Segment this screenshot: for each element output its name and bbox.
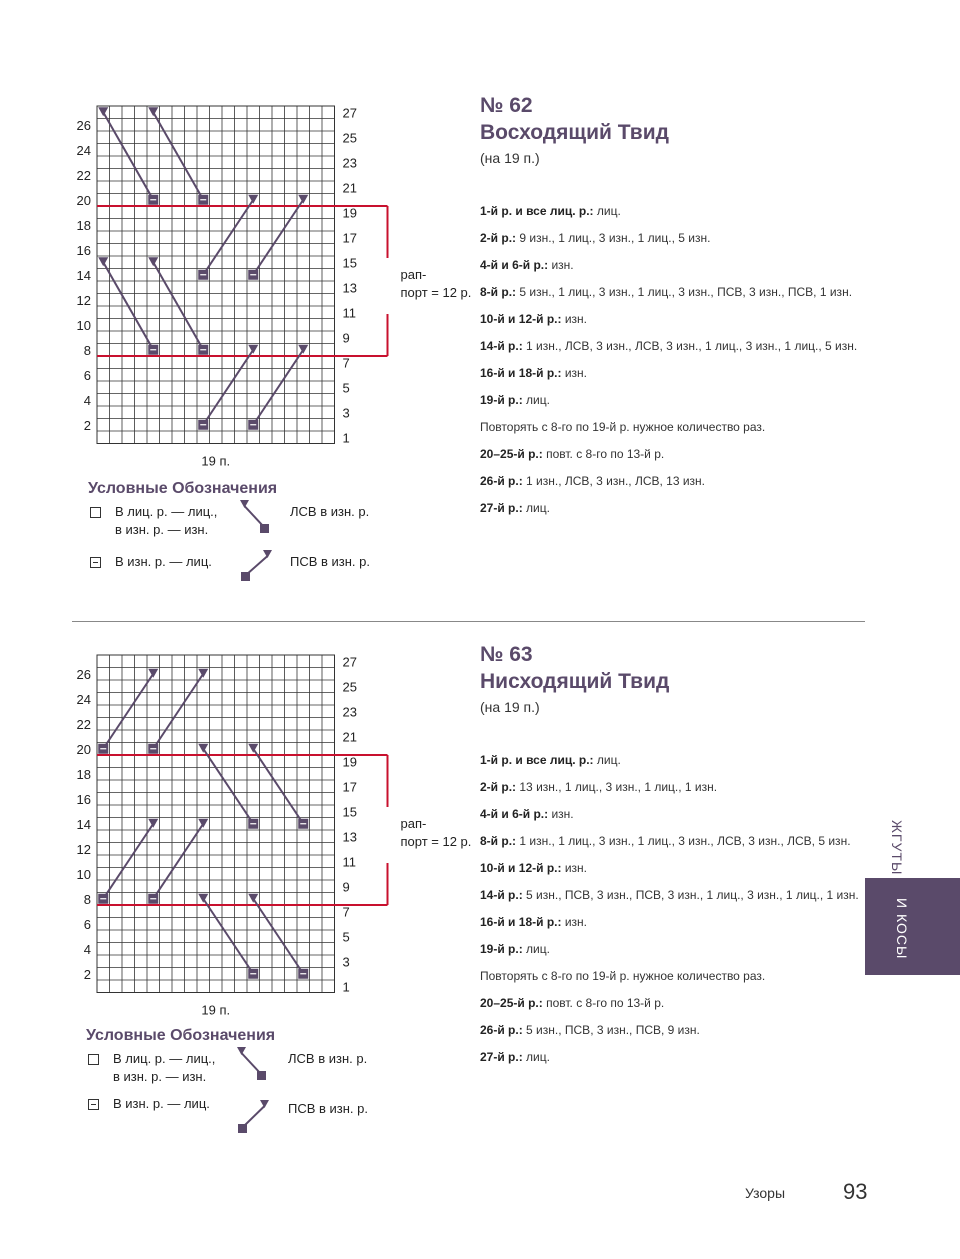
row-label: 2-й р.: [480, 231, 517, 245]
row-number-right: 23 [342, 155, 357, 171]
row-text: изн. [561, 861, 587, 875]
row-label: 4-й и 6-й р.: [480, 258, 549, 272]
legend-psv-label: ПСВ в изн. р. [288, 1101, 368, 1116]
row-number-right: 7 [342, 904, 350, 920]
row-text: 5 изн., ПСВ, 3 изн., ПСВ, 3 изн., 1 лиц., 3 изн., 1 лиц., 1 изн. [522, 888, 859, 902]
row-label: 10-й и 12-й р.: [480, 861, 562, 875]
row-number-right: 21 [342, 180, 357, 196]
row-number-left: 12 [76, 841, 91, 857]
row-number-left: 26 [76, 666, 91, 682]
page-number: 93 [843, 1179, 868, 1204]
row-number-right: 5 [342, 929, 350, 945]
stitch-note: (на 19 п.) [480, 699, 540, 715]
psv-icon [235, 1100, 275, 1140]
row-instruction [480, 828, 880, 855]
row-text: изн. [561, 915, 587, 929]
row-label: 16-й и 18-й р.: [480, 366, 562, 380]
pattern-number: № 63 [480, 643, 533, 666]
row-number-right: 25 [342, 679, 357, 695]
row-number-right: 23 [342, 704, 357, 720]
row-number-right: 7 [342, 355, 350, 371]
side-tab [865, 878, 960, 975]
row-number-right: 17 [342, 230, 357, 246]
row-number-right: 25 [342, 130, 357, 146]
row-instructions [480, 198, 880, 522]
row-number-right: 1 [342, 979, 350, 995]
row-number-right: 21 [342, 729, 357, 745]
row-number-left: 20 [76, 192, 91, 208]
row-number-right: 13 [342, 280, 357, 296]
row-text: изн. [548, 258, 574, 272]
row-number-left: 10 [76, 317, 91, 333]
legend-empty-line1: В лиц. р. — лиц., [113, 1051, 216, 1066]
row-label: 14-й р.: [480, 888, 523, 902]
row-number-left: 2 [83, 417, 91, 433]
legend-purl-label: В изн. р. — лиц. [115, 554, 212, 569]
footer-section: Узоры [745, 1185, 786, 1201]
row-text: повт. с 8-го по 13-й р. [542, 996, 665, 1010]
legend-title: Условные Обозначения [86, 1027, 276, 1044]
repeat-label: порт = 12 р. [400, 834, 472, 849]
row-number-right: 1 [342, 430, 350, 446]
row-text: лиц. [522, 393, 550, 407]
pattern-name: Восходящий Твид [480, 121, 669, 144]
legend-empty-line2: в изн. р. — изн. [115, 522, 209, 537]
legend-title: Условные Обозначения [88, 480, 278, 497]
row-number-right: 9 [342, 879, 350, 895]
knitting-chart-63 [60, 637, 470, 1037]
row-number-left: 16 [76, 242, 91, 258]
row-label: 19-й р.: [480, 393, 523, 407]
row-text: повт. с 8-го по 13-й р. [542, 447, 665, 461]
row-text: Повторять с 8-го по 19-й р. нужное количество раз. [480, 969, 766, 983]
row-text: 1 изн., ЛСВ, 3 изн., ЛСВ, 3 изн., 1 лиц., 3 изн., 1 лиц., 5 изн. [522, 339, 858, 353]
row-text: изн. [561, 312, 587, 326]
row-number-right: 13 [342, 829, 357, 845]
empty-cell-icon [88, 1054, 99, 1065]
row-instruction [480, 882, 880, 909]
row-number-left: 8 [83, 342, 91, 358]
row-number-right: 27 [342, 105, 357, 121]
row-label: 8-й р.: [480, 834, 517, 848]
row-number-right: 11 [342, 305, 356, 321]
row-text: лиц. [522, 942, 550, 956]
row-text: изн. [548, 807, 574, 821]
row-number-left: 4 [83, 392, 91, 408]
row-instruction [480, 909, 880, 936]
row-number-right: 19 [342, 205, 357, 221]
legend-empty-line2: в изн. р. — изн. [113, 1069, 207, 1084]
lsv-icon [235, 1047, 275, 1087]
row-number-left: 6 [83, 367, 91, 383]
row-instruction [480, 279, 880, 306]
row-instruction [480, 747, 880, 774]
row-instructions [480, 747, 880, 1071]
row-number-left: 14 [76, 816, 91, 832]
row-text: 1 изн., ЛСВ, 3 изн., ЛСВ, 13 изн. [522, 474, 706, 488]
pattern-name: Нисходящий Твид [480, 670, 670, 693]
legend-lsv-label: ЛСВ в изн. р. [288, 1051, 368, 1066]
side-tab-label-bottom: И КОСЫ [894, 898, 910, 960]
row-instruction [480, 495, 880, 522]
row-number-right: 17 [342, 779, 357, 795]
row-number-left: 6 [83, 916, 91, 932]
repeat-label: рап- [400, 816, 427, 831]
row-text: 5 изн., ПСВ, 3 изн., ПСВ, 9 изн. [522, 1023, 700, 1037]
row-text: лиц. [593, 204, 621, 218]
row-number-right: 3 [342, 405, 350, 421]
row-label: 27-й р.: [480, 1050, 523, 1064]
chart-width-label: 19 п. [201, 1002, 231, 1018]
row-number-right: 15 [342, 804, 357, 820]
row-instruction [480, 855, 880, 882]
row-instruction [480, 1044, 880, 1071]
row-instruction [480, 468, 880, 495]
row-text: 5 изн., 1 лиц., 3 изн., 1 лиц., 3 изн., ПСВ, 3 изн., ПСВ, 1 изн. [516, 285, 853, 299]
row-number-right: 3 [342, 954, 350, 970]
row-label: 26-й р.: [480, 474, 523, 488]
row-text: Повторять с 8-го по 19-й р. нужное количество раз. [480, 420, 766, 434]
row-text: 9 изн., 1 лиц., 3 изн., 1 лиц., 5 изн. [516, 231, 711, 245]
row-instruction [480, 333, 880, 360]
legend-empty-line1: В лиц. р. — лиц., [115, 504, 218, 519]
row-number-left: 14 [76, 267, 91, 283]
legend-lsv-label: ЛСВ в изн. р. [290, 504, 370, 519]
row-number-right: 11 [342, 854, 356, 870]
row-label: 27-й р.: [480, 501, 523, 515]
row-label: 10-й и 12-й р.: [480, 312, 562, 326]
pattern-63 [480, 641, 880, 1071]
row-number-left: 8 [83, 891, 91, 907]
purl-cell-icon [88, 1099, 99, 1110]
legend-psv-label: ПСВ в изн. р. [290, 554, 370, 569]
row-instruction [480, 198, 880, 225]
knitting-chart-62 [60, 88, 470, 488]
legend-purl-label: В изн. р. — лиц. [113, 1096, 210, 1111]
row-label: 2-й р.: [480, 780, 517, 794]
row-instruction [480, 774, 880, 801]
row-instruction [480, 936, 880, 963]
repeat-label: порт = 12 р. [400, 285, 472, 300]
row-text: 1 изн., 1 лиц., 3 изн., 1 лиц., 3 изн., ЛСВ, 3 изн., ЛСВ, 5 изн. [516, 834, 851, 848]
row-number-left: 16 [76, 791, 91, 807]
purl-cell-icon [90, 557, 101, 568]
row-number-right: 27 [342, 654, 357, 670]
row-instruction [480, 252, 880, 279]
row-label: 19-й р.: [480, 942, 523, 956]
row-number-right: 5 [342, 380, 350, 396]
row-instruction [480, 441, 880, 468]
row-label: 14-й р.: [480, 339, 523, 353]
row-number-left: 24 [76, 142, 91, 158]
row-instruction [480, 963, 880, 990]
row-label: 1-й р. и все лиц. р.: [480, 204, 594, 218]
row-label: 26-й р.: [480, 1023, 523, 1037]
row-label: 16-й и 18-й р.: [480, 915, 562, 929]
grid-border [97, 106, 335, 444]
row-number-right: 15 [342, 255, 357, 271]
row-number-left: 26 [76, 117, 91, 133]
row-number-left: 22 [76, 716, 91, 732]
row-number-left: 2 [83, 966, 91, 982]
row-number-left: 18 [76, 217, 91, 233]
row-instruction [480, 306, 880, 333]
row-number-left: 12 [76, 292, 91, 308]
row-instruction [480, 360, 880, 387]
row-instruction [480, 801, 880, 828]
row-instruction [480, 414, 880, 441]
row-label: 8-й р.: [480, 285, 517, 299]
lsv-icon [238, 500, 278, 540]
row-text: изн. [561, 366, 587, 380]
pattern-number: № 62 [480, 94, 533, 117]
row-number-right: 9 [342, 330, 350, 346]
row-number-left: 4 [83, 941, 91, 957]
row-instruction [480, 387, 880, 414]
pattern-62 [480, 92, 880, 522]
stitch-note: (на 19 п.) [480, 150, 540, 166]
row-instruction [480, 225, 880, 252]
chart-width-label: 19 п. [201, 453, 231, 469]
row-number-left: 20 [76, 741, 91, 757]
row-number-left: 10 [76, 866, 91, 882]
row-text: лиц. [593, 753, 621, 767]
row-text: лиц. [522, 1050, 550, 1064]
row-label: 4-й и 6-й р.: [480, 807, 549, 821]
row-text: 13 изн., 1 лиц., 3 изн., 1 лиц., 1 изн. [516, 780, 718, 794]
row-label: 20–25-й р.: [480, 996, 543, 1010]
row-text: лиц. [522, 501, 550, 515]
row-number-left: 24 [76, 691, 91, 707]
repeat-label: рап- [400, 267, 427, 282]
psv-icon [238, 548, 278, 588]
row-instruction [480, 990, 880, 1017]
section-divider [72, 621, 865, 622]
side-tab-label-top: ЖГУТЫ [889, 820, 905, 876]
row-label: 1-й р. и все лиц. р.: [480, 753, 594, 767]
empty-cell-icon [90, 507, 101, 518]
row-label: 20–25-й р.: [480, 447, 543, 461]
row-number-right: 19 [342, 754, 357, 770]
row-number-left: 18 [76, 766, 91, 782]
row-number-left: 22 [76, 167, 91, 183]
row-instruction [480, 1017, 880, 1044]
